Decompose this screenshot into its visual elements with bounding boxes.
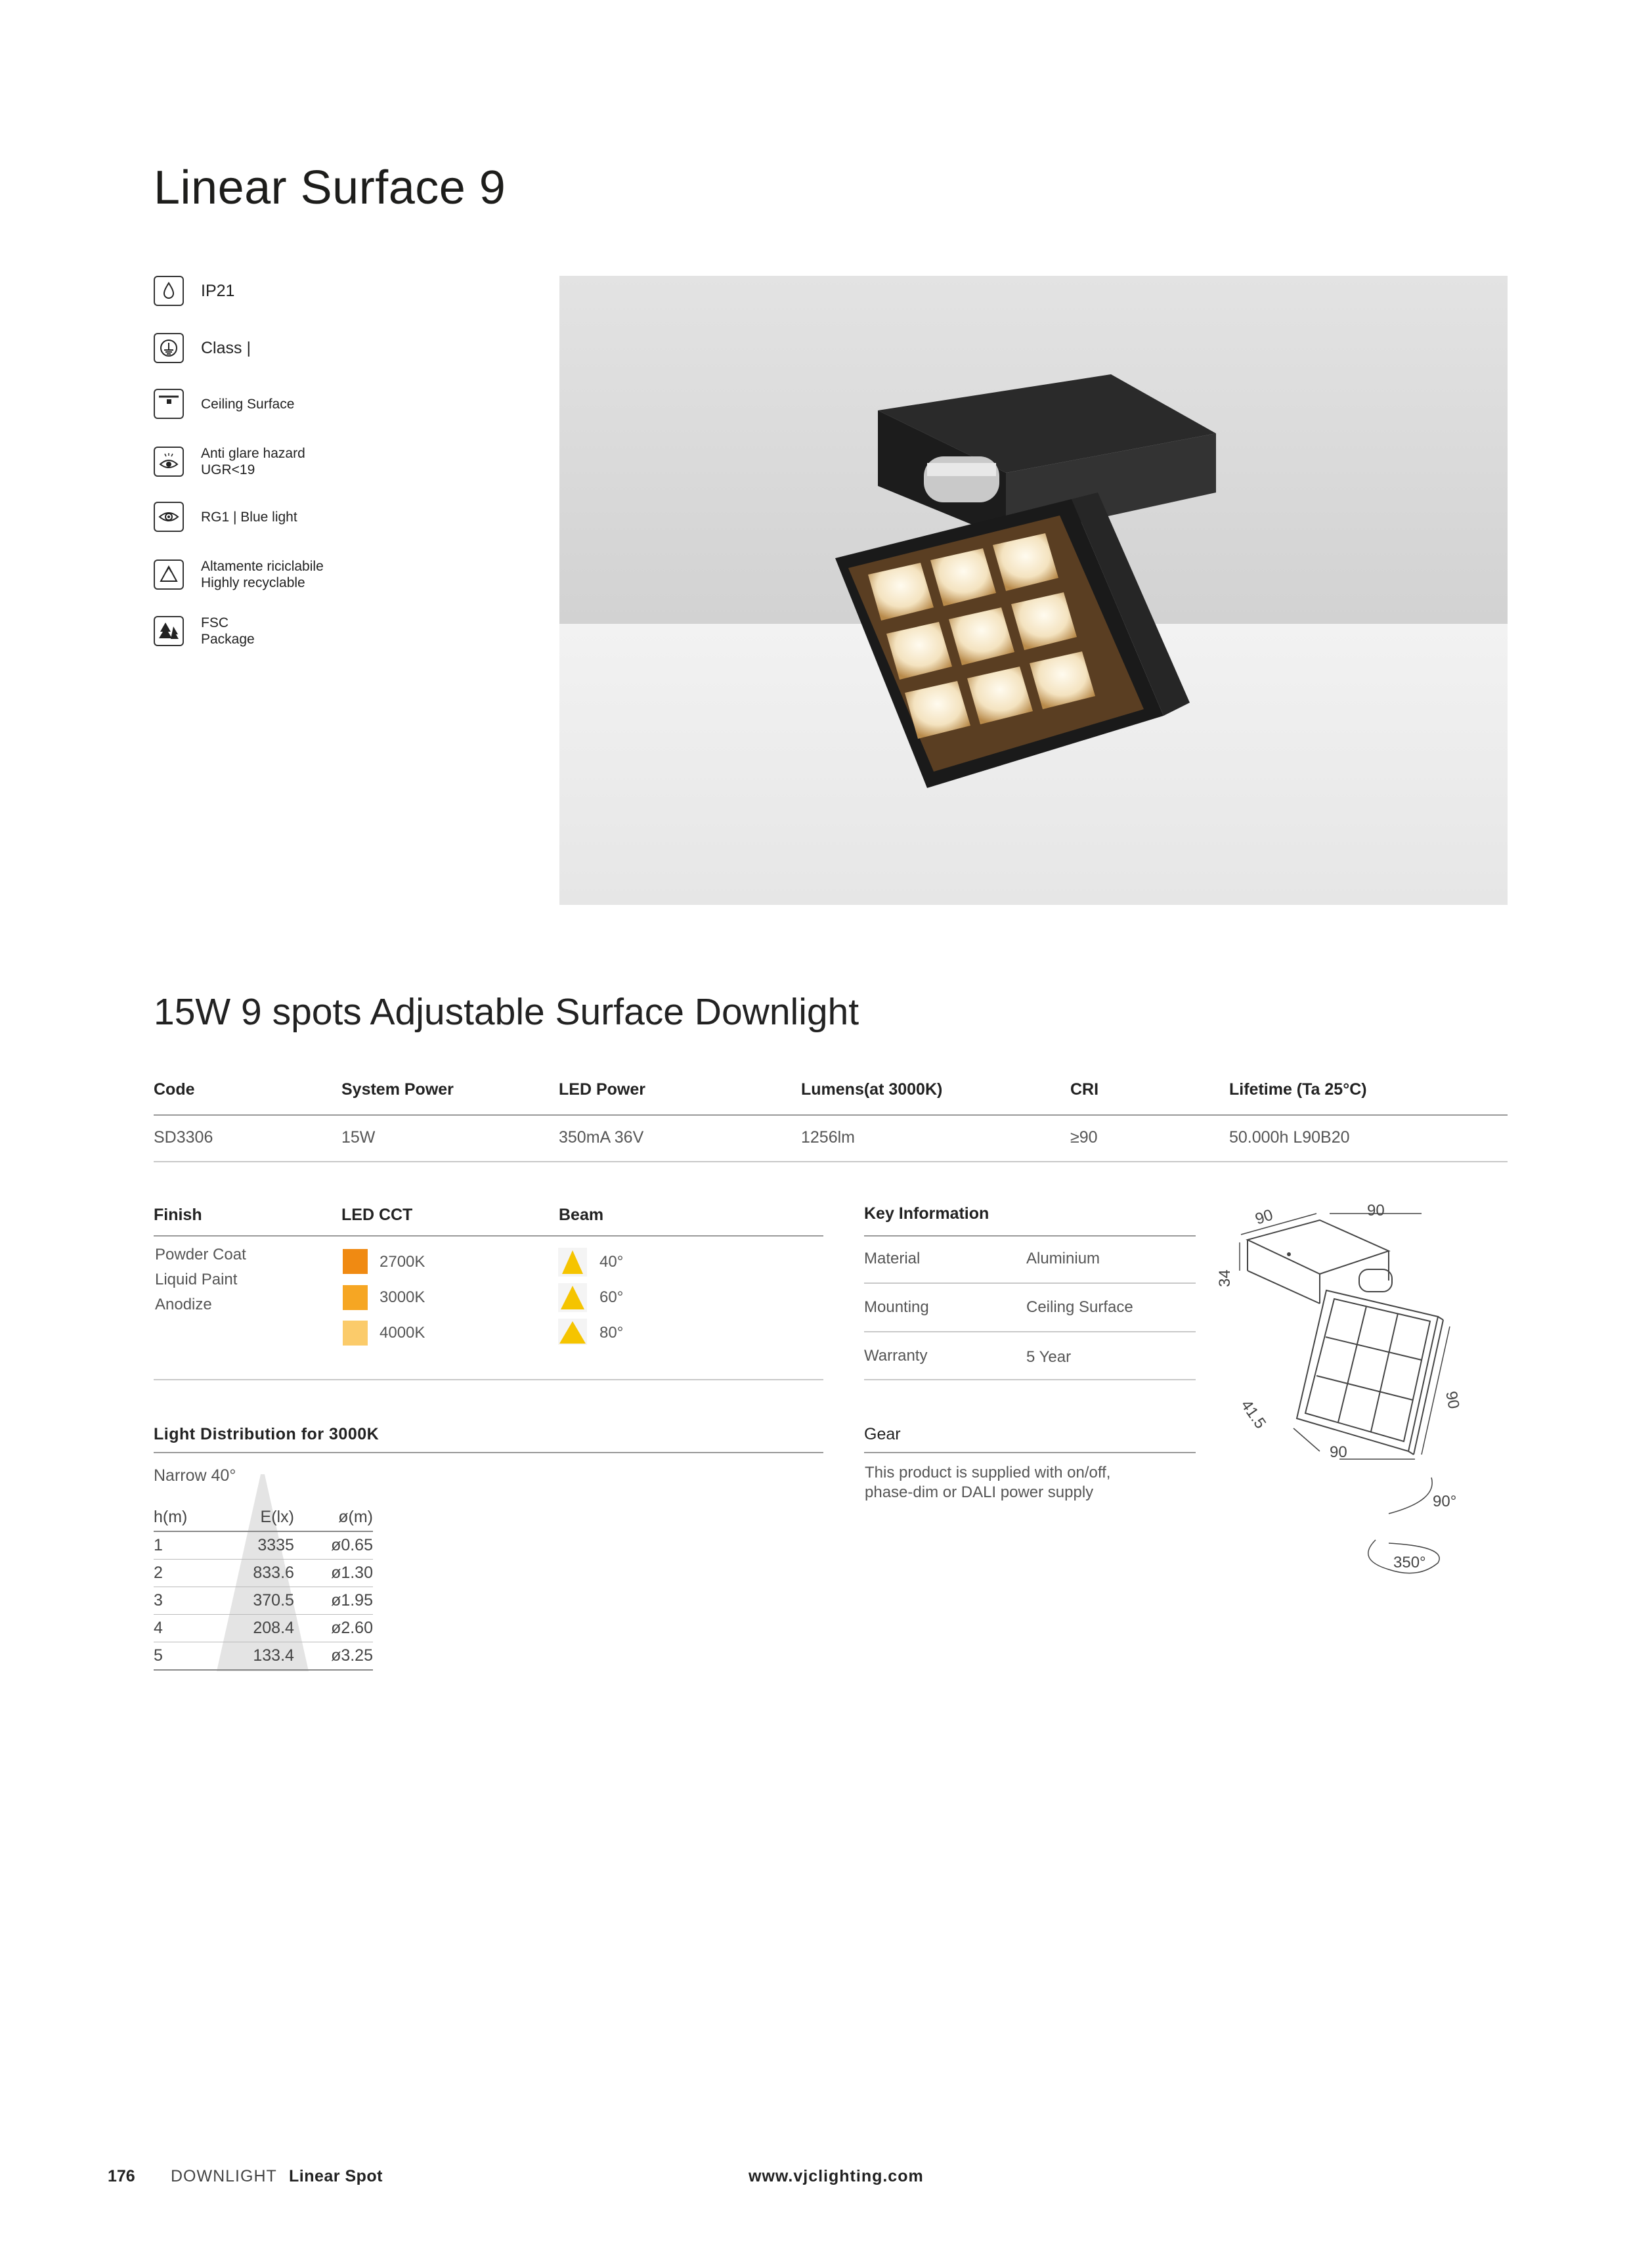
eye-icon: [154, 502, 184, 532]
beam-label: 80°: [599, 1324, 624, 1342]
feature-class: [154, 333, 251, 363]
light-distribution-header: Light Distribution for 3000K: [154, 1425, 380, 1443]
key-info-label: Material: [864, 1250, 921, 1267]
cct-label: 3000K: [380, 1288, 425, 1306]
spec-code: SD3306: [154, 1128, 213, 1147]
spec-bottom-rule: [154, 1161, 1508, 1162]
feature-label: IP21: [201, 281, 235, 300]
spec-header-system-power: System Power: [341, 1080, 454, 1099]
spec-lumens: 1256lm: [801, 1128, 855, 1147]
product-photo: [559, 276, 1508, 905]
cct-label: 4000K: [380, 1324, 425, 1342]
feature-label: Anti glare hazard: [201, 446, 305, 461]
table-row: 4 208.4 ø2.60: [154, 1615, 373, 1642]
spec-header-cri: CRI: [1070, 1080, 1099, 1099]
beam-label: 40°: [599, 1253, 624, 1271]
light-distribution-table: [154, 1504, 373, 1671]
finish-item: Anodize: [155, 1296, 212, 1313]
gear-text-line1: This product is supplied with on/off,: [865, 1464, 1111, 1481]
anti-glare-icon: [154, 447, 184, 477]
key-info-value: Aluminium: [1026, 1250, 1100, 1267]
options-divider: [154, 1235, 823, 1237]
led-cct-header: LED CCT: [341, 1206, 413, 1224]
water-drop-icon: [154, 276, 184, 306]
dist-col-diameter: ø(m): [338, 1508, 373, 1526]
footer-url[interactable]: www.vjclighting.com: [749, 2167, 924, 2185]
key-info-row-rule: [864, 1282, 1196, 1284]
feature-label: Ceiling Surface: [201, 396, 295, 412]
feature-ip-rating: [154, 276, 234, 306]
product-subtitle: 15W 9 spots Adjustable Surface Downlight: [154, 991, 859, 1033]
finish-item: Powder Coat: [155, 1246, 246, 1263]
feature-label: RG1 | Blue light: [201, 509, 297, 525]
trees-icon: [154, 616, 184, 646]
beam-label: 60°: [599, 1288, 624, 1306]
spec-lifetime: 50.000h L90B20: [1229, 1128, 1350, 1147]
feature-label: Altamente riciclabile: [201, 559, 324, 574]
spec-header-lumens: Lumens(at 3000K): [801, 1080, 943, 1099]
key-info-label: Mounting: [864, 1298, 929, 1316]
key-info-bottom-rule: [864, 1379, 1196, 1380]
dim-top-right: 90: [1367, 1202, 1385, 1219]
dist-col-lux: E(lx): [260, 1508, 294, 1526]
cct-label: 2700K: [380, 1253, 425, 1271]
recycle-icon: [154, 559, 184, 590]
spec-header-code: Code: [154, 1080, 195, 1099]
key-info-row-rule: [864, 1331, 1196, 1332]
table-row: 1 3335 ø0.65: [154, 1531, 373, 1560]
finish-header: Finish: [154, 1206, 202, 1224]
spec-header-lifetime: Lifetime (Ta 25°C): [1229, 1080, 1367, 1099]
spec-divider: [154, 1114, 1508, 1116]
feature-label: Class |: [201, 338, 251, 357]
dim-rotation: 350°: [1393, 1554, 1426, 1571]
feature-recyclable: [154, 558, 324, 591]
table-row: 2 833.6 ø1.30: [154, 1560, 373, 1587]
light-distribution-divider: [154, 1452, 823, 1453]
table-row: 5 133.4 ø3.25: [154, 1642, 373, 1671]
spec-system-power: 15W: [341, 1128, 376, 1147]
gear-header: Gear: [864, 1425, 901, 1443]
feature-fsc: [154, 615, 255, 647]
footer-section: DOWNLIGHT: [171, 2167, 277, 2185]
feature-anti-glare: [154, 445, 305, 478]
table-row: 3 370.5 ø1.95: [154, 1587, 373, 1615]
beam-narrow-label: Narrow 40°: [154, 1466, 236, 1485]
dim-height: 34: [1216, 1269, 1234, 1287]
cct-swatch-2700k: [343, 1249, 368, 1274]
footer-category: Linear Spot: [289, 2167, 383, 2185]
feature-sublabel: UGR<19: [201, 462, 255, 477]
key-info-value: 5 Year: [1026, 1348, 1072, 1366]
dist-col-height: h(m): [154, 1508, 188, 1526]
cct-swatch-4000k: [343, 1321, 368, 1346]
page-title: Linear Surface 9: [154, 162, 506, 214]
options-bottom-rule: [154, 1379, 823, 1380]
spec-cri: ≥90: [1070, 1128, 1098, 1147]
key-info-divider: [864, 1235, 1196, 1237]
class-one-icon: [154, 333, 184, 363]
beam-icons: [558, 1248, 587, 1346]
spec-led-power: 350mA 36V: [559, 1128, 644, 1147]
feature-mounting: [154, 389, 294, 419]
dim-bottom: 90: [1330, 1443, 1347, 1461]
ceiling-surface-icon: [154, 389, 184, 419]
feature-blue-light: [154, 502, 297, 532]
dim-top-left: 90: [1253, 1206, 1276, 1229]
feature-sublabel: Highly recyclable: [201, 575, 305, 590]
key-info-label: Warranty: [864, 1347, 928, 1365]
page-number: 176: [108, 2167, 135, 2185]
feature-label: FSC: [201, 615, 228, 630]
spec-header-led-power: LED Power: [559, 1080, 645, 1099]
feature-sublabel: Package: [201, 632, 255, 647]
cct-swatch-3000k: [343, 1285, 368, 1310]
key-info-value: Ceiling Surface: [1026, 1298, 1133, 1316]
dim-depth: 41.5: [1237, 1396, 1270, 1432]
gear-text-line2: phase-dim or DALI power supply: [865, 1483, 1094, 1501]
dim-right: 90: [1442, 1390, 1463, 1411]
beam-header: Beam: [559, 1206, 604, 1224]
key-info-header: Key Information: [864, 1204, 989, 1223]
dim-tilt: 90°: [1433, 1493, 1457, 1510]
finish-item: Liquid Paint: [155, 1271, 238, 1288]
gear-divider: [864, 1452, 1196, 1453]
